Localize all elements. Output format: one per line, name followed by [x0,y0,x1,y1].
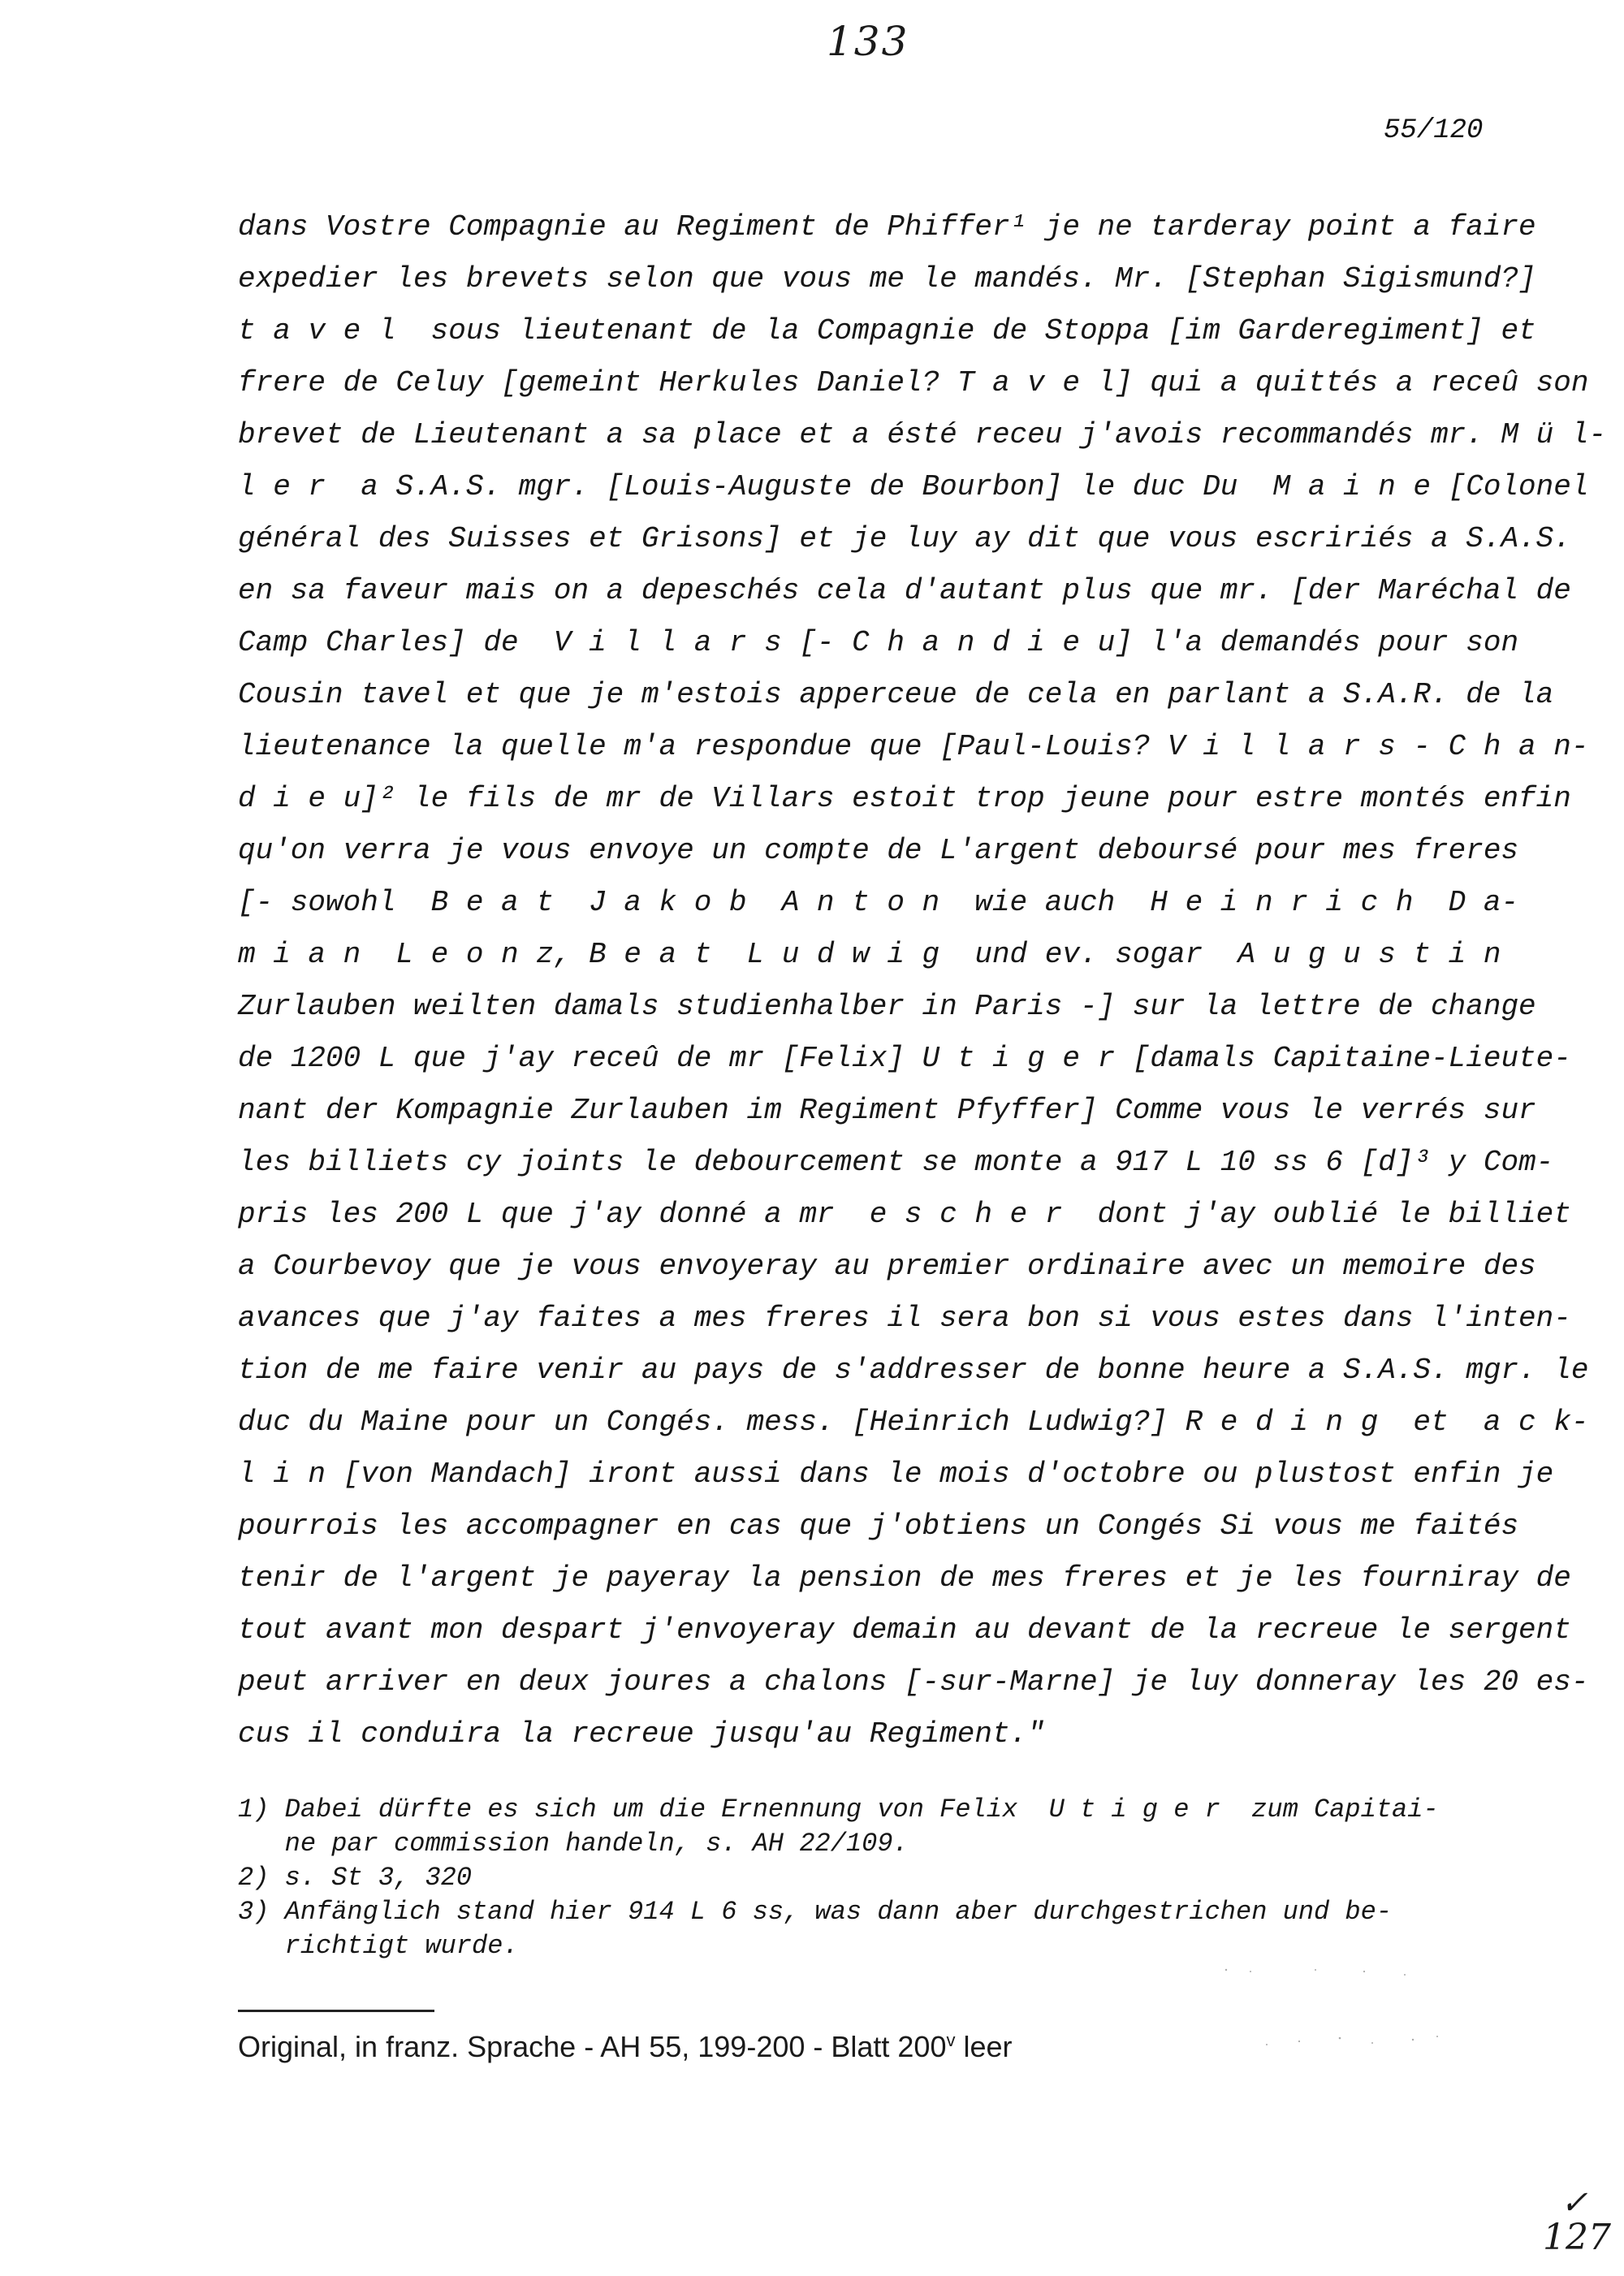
body-line: les billiets cy joints le debourcement se monte a 917 L 10 ss 6 [d]³ y Com- [238,1146,1554,1179]
body-line: Zurlauben weilten damals studienhalber in Paris -] sur la lettre de change [238,990,1536,1023]
body-line: peut arriver en deux joures a chalons [-sur-Marne] je luy donneray les 20 es- [238,1665,1589,1699]
body-line: général des Suisses et Grisons] et je luy ay dit que vous escririés a S.A.S. [238,522,1571,555]
body-line: de 1200 L que j'ay receû de mr [Felix] U t i g e r [damals Capitaine-Lieute- [238,1042,1571,1075]
footnote-line: 1) Dabei dürfte es sich um die Ernennung von Felix U t i g e r zum Capitai- [238,1794,1439,1825]
source-suffix: leer [955,2030,1013,2063]
body-line: duc du Maine pour un Congés. mess. [Heinrich Ludwig?] R e d i n g et a c k- [238,1406,1589,1439]
body-line: pris les 200 L que j'ay donné a mr e s c h e r dont j'ay oublié le billiet [238,1198,1571,1231]
footnote-line: 3) Anfänglich stand hier 914 L 6 ss, was dann aber durchgestrichen und be- [238,1897,1393,1927]
letter-body-text [238,201,1607,1760]
source-prefix: Original, in franz. Sprache - AH 55, 199-200 - Blatt 200 [238,2030,947,2063]
body-line: dans Vostre Compagnie au Regiment de Phiffer¹ je ne tarderay point a faire [238,210,1536,244]
body-line: Cousin tavel et que je m'estois apperceue de cela en parlant a S.A.R. de la [238,678,1554,711]
body-line: brevet de Lieutenant a sa place et a ésté receu j'avois recommandés mr. M ü l- [238,418,1607,451]
body-line: l e r a S.A.S. mgr. [Louis-Auguste de Bourbon] le duc Du M a i n e [Colonel [238,470,1589,503]
body-line: qu'on verra je vous envoye un compte de L'argent deboursé pour mes freres [238,834,1519,867]
body-line: avances que j'ay faites a mes freres il sera bon si vous estes dans l'inten- [238,1302,1571,1335]
body-line: [- sowohl B e a t J a k o b A n t o n wie auch H e i n r i c h D a- [238,886,1519,919]
body-line: d i e u]² le fils de mr de Villars estoit trop jeune pour estre montés enfin [238,782,1571,815]
body-line: pourrois les accompagner en cas que j'obtiens un Congés Si vous me faités [238,1509,1519,1543]
body-line: Camp Charles] de V i l l a r s [- C h a n d i e u] l'a demandés pour son [238,626,1519,659]
footnotes [238,1793,1505,1963]
body-line: tout avant mon despart j'envoyeray demain au devant de la recreue le sergent [238,1613,1571,1647]
body-line: frere de Celuy [gemeint Herkules Daniel? T a v e l] qui a quittés a receû son [238,366,1589,399]
body-line: expedier les brevets selon que vous me le mandés. Mr. [Stephan Sigismund?] [238,262,1536,296]
footnote-line: ne par commission handeln, s. AH 22/109. [238,1829,909,1859]
body-line: tenir de l'argent je payeray la pension de mes freres et je les fourniray de [238,1561,1571,1595]
footnote-line: richtigt wurde. [238,1931,519,1961]
check-mark: ✓ [1561,2184,1588,2222]
source-note [238,2030,1013,2064]
scan-specks [1218,1965,1462,2079]
body-line: en sa faveur mais on a depeschés cela d'autant plus que mr. [der Maréchal de [238,574,1571,607]
body-line: l i n [von Mandach] iront aussi dans le mois d'octobre ou plustost enfin je [238,1458,1554,1491]
folio-number-bottom: 127 [1543,2217,1611,2258]
body-line: tion de me faire venir au pays de s'addresser de bonne heure a S.A.S. mgr. le [238,1354,1589,1387]
source-superscript: v [946,2030,956,2050]
body-line: a Courbevoy que je vous envoyeray au premier ordinaire avec un memoire des [238,1250,1536,1283]
body-line: m i a n L e o n z, B e a t L u d w i g und ev. sogar A u g u s t i n [238,938,1501,971]
body-line: cus il conduira la recreue jusqu'au Regiment." [238,1717,1045,1751]
page-reference: 55/120 [1384,115,1484,146]
body-line: t a v e l sous lieutenant de la Compagnie de Stoppa [im Garderegiment] et [238,314,1536,348]
footnote-line: 2) s. St 3, 320 [238,1863,473,1893]
footer-divider [238,2010,434,2012]
folio-number-top: 133 [827,18,909,65]
body-line: lieutenance la quelle m'a respondue que [Paul-Louis? V i l l a r s - C h a n- [238,730,1589,763]
body-line: nant der Kompagnie Zurlauben im Regiment Pfyffer] Comme vous le verrés sur [238,1094,1536,1127]
